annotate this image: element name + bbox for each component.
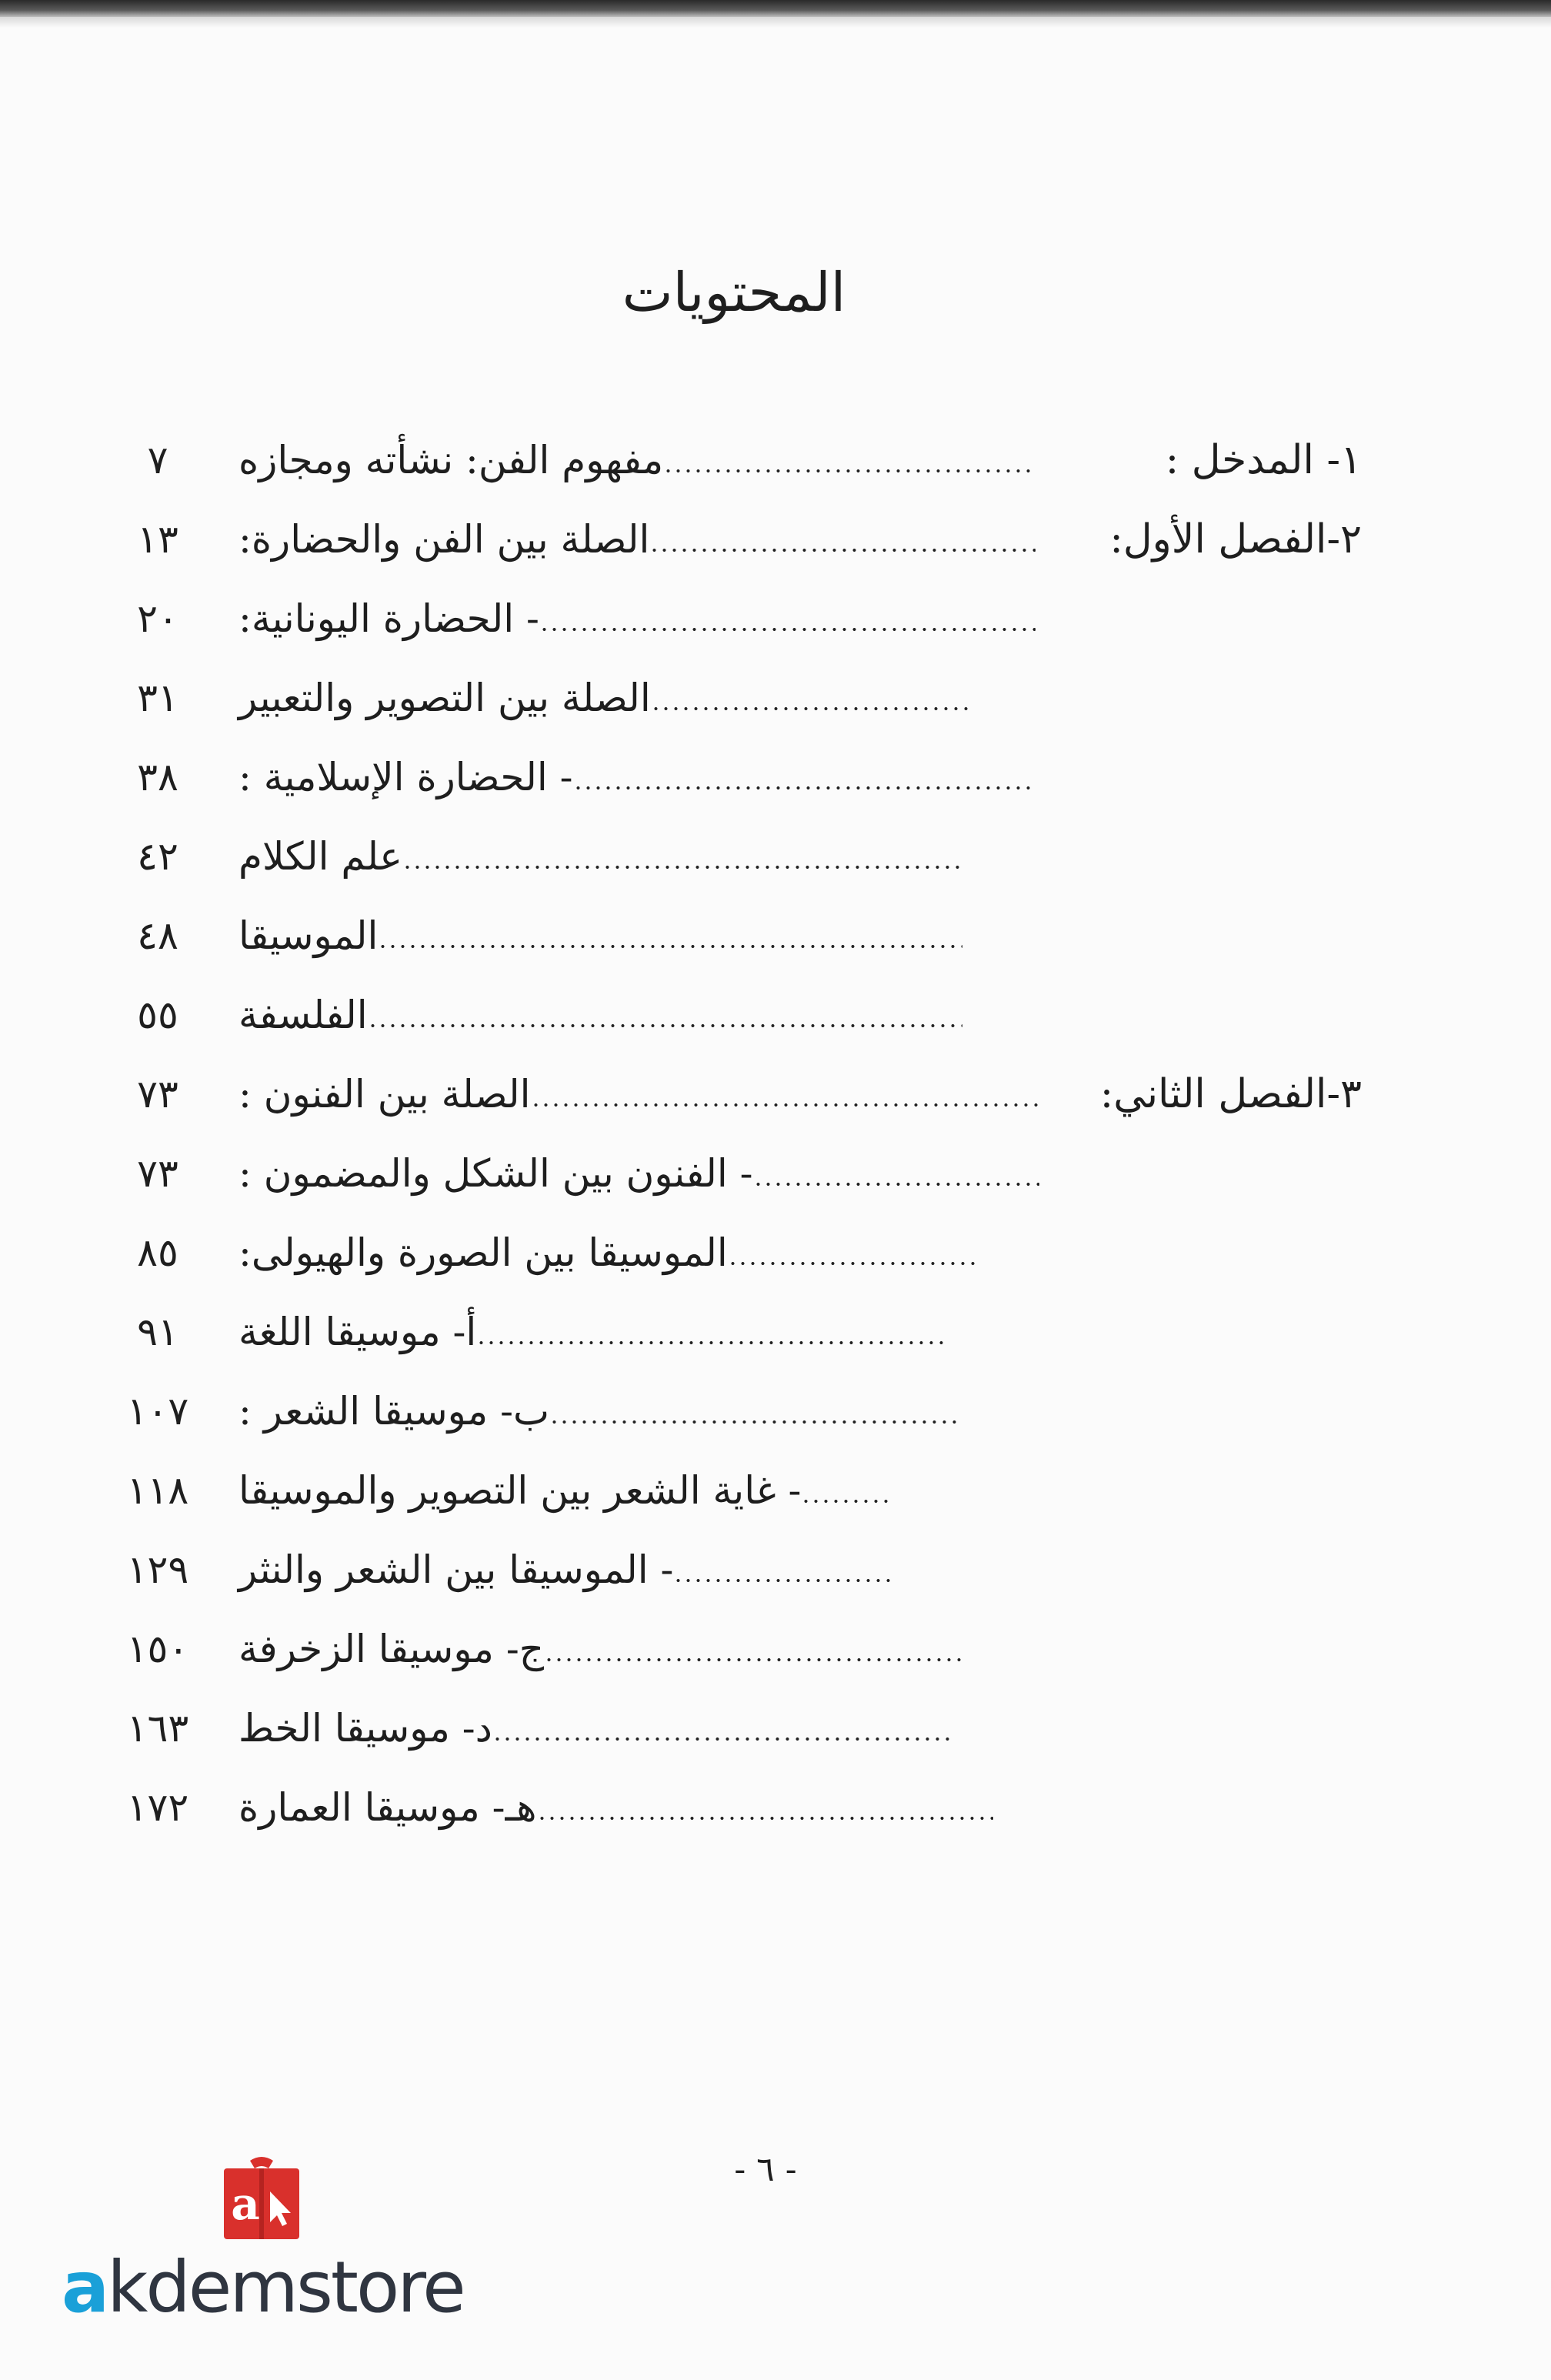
toc-entry (238, 1451, 893, 1530)
toc-entry (238, 1134, 1039, 1213)
entry-title: مفهوم الفن: نشأته ومجازه (238, 438, 664, 482)
toc-entry (238, 421, 1036, 500)
entry-title: الصلة بين الفنون : (238, 1072, 531, 1117)
toc-row (0, 659, 1551, 738)
brand-name: kdemstore (107, 2246, 464, 2328)
entry-title: الموسيقا بين الصورة والهيولى: (238, 1230, 728, 1275)
chapter-label: ٢-الفصل الأول: (1109, 516, 1362, 562)
toc-row (0, 1293, 1551, 1372)
page-number: ٢٠ (137, 596, 178, 641)
entry-title: - الحضارة الإسلامية : (238, 755, 573, 799)
toc-row (0, 738, 1551, 817)
entry-title: علم الكلام (238, 834, 403, 879)
page-number: ١١٨ (126, 1468, 189, 1513)
page-number: ٨٥ (137, 1230, 178, 1275)
brand-a: a (62, 2246, 108, 2328)
toc-row (0, 1768, 1551, 1848)
entry-title: هـ- موسيقا العمارة (238, 1785, 537, 1830)
toc-entry (238, 659, 974, 738)
toc-row (0, 1213, 1551, 1293)
toc-row (0, 817, 1551, 896)
chapter-label: ١- المدخل : (1165, 437, 1362, 483)
toc-entry (238, 976, 962, 1055)
dot-leader (531, 1055, 1040, 1134)
page-number: ١٣ (137, 517, 178, 562)
page-number: ١٥٠ (126, 1627, 189, 1671)
dot-leader (801, 1451, 893, 1530)
page-title: المحتويات (622, 261, 846, 324)
toc-entry (238, 896, 962, 976)
page-number: ٩١ (137, 1310, 178, 1354)
toc-entry (238, 1372, 962, 1451)
footer-page-number: - ٦ - (734, 2150, 797, 2189)
toc-entry (238, 1689, 955, 1768)
dot-leader (402, 817, 962, 896)
toc-row (0, 1372, 1551, 1451)
toc-entry (238, 817, 962, 896)
toc-row (0, 421, 1551, 500)
page-number: ٣٨ (137, 755, 178, 799)
dot-leader (476, 1293, 947, 1372)
toc-row (0, 896, 1551, 976)
dot-leader (539, 579, 1036, 659)
entry-title: الصلة بين الفن والحضارة: (238, 517, 650, 562)
brand-wordmark (62, 2245, 477, 2330)
page-number: ١٦٣ (126, 1706, 189, 1751)
entry-title: الفلسفة (238, 993, 368, 1037)
toc-entry (238, 1055, 1039, 1134)
dot-leader (663, 421, 1036, 500)
toc-row (0, 1530, 1551, 1610)
dot-leader (492, 1689, 955, 1768)
page-number: ٥٥ (137, 993, 178, 1037)
akdemstore-watermark (62, 2155, 477, 2332)
entry-title: الموسيقا (238, 913, 379, 958)
toc-row (0, 1134, 1551, 1213)
toc-entry (238, 1213, 978, 1293)
toc-entry (238, 579, 1036, 659)
entry-title: - غاية الشعر بين التصوير والموسيقا (238, 1468, 802, 1513)
dot-leader (649, 500, 1036, 579)
book-top-edge (0, 0, 1551, 17)
dot-leader (549, 1372, 962, 1451)
entry-title: - الحضارة اليونانية: (238, 596, 539, 641)
page-number: ٤٢ (137, 834, 178, 879)
dot-leader (537, 1768, 993, 1848)
toc-entry (238, 1293, 947, 1372)
book-top-shadow (0, 17, 1551, 28)
dot-leader (573, 738, 1036, 817)
chapter-label: ٣-الفصل الثاني: (1099, 1071, 1362, 1117)
toc-entry (238, 1610, 966, 1689)
toc-row (0, 1055, 1551, 1134)
page-number: ٣١ (137, 676, 178, 720)
toc-row (0, 976, 1551, 1055)
toc-entry (238, 738, 1036, 817)
badge-letter: a (231, 2178, 260, 2230)
entry-title: ج- موسيقا الزخرفة (238, 1627, 544, 1671)
book-cursor-icon (219, 2155, 304, 2245)
toc-entry (238, 1530, 893, 1610)
toc-entry (238, 1768, 993, 1848)
page-number: ٧٣ (137, 1072, 178, 1117)
page-number: ٧ (147, 438, 168, 482)
entry-title: ب- موسيقا الشعر : (238, 1389, 550, 1434)
toc-row (0, 1689, 1551, 1768)
toc-entry (238, 500, 1036, 579)
toc-row (0, 500, 1551, 579)
entry-title: - الموسيقا بين الشعر والنثر (238, 1547, 674, 1592)
dot-leader (544, 1610, 966, 1689)
toc-row (0, 579, 1551, 659)
page-number: ٧٣ (137, 1151, 178, 1196)
dot-leader (753, 1134, 1039, 1213)
dot-leader (378, 896, 962, 976)
page-number: ١٠٧ (126, 1389, 189, 1434)
dot-leader (651, 659, 974, 738)
toc-row (0, 1451, 1551, 1530)
entry-title: الصلة بين التصوير والتعبير (238, 676, 651, 720)
page-number: ٤٨ (137, 913, 178, 958)
page-number: ١٧٢ (126, 1785, 189, 1830)
entry-title: - الفنون بين الشكل والمضمون : (238, 1151, 753, 1196)
page-number: ١٢٩ (126, 1547, 189, 1592)
entry-title: أ- موسيقا اللغة (238, 1310, 477, 1354)
toc-row (0, 1610, 1551, 1689)
dot-leader (673, 1530, 893, 1610)
dot-leader (368, 976, 962, 1055)
dot-leader (728, 1213, 978, 1293)
entry-title: د- موسيقا الخط (238, 1706, 492, 1751)
